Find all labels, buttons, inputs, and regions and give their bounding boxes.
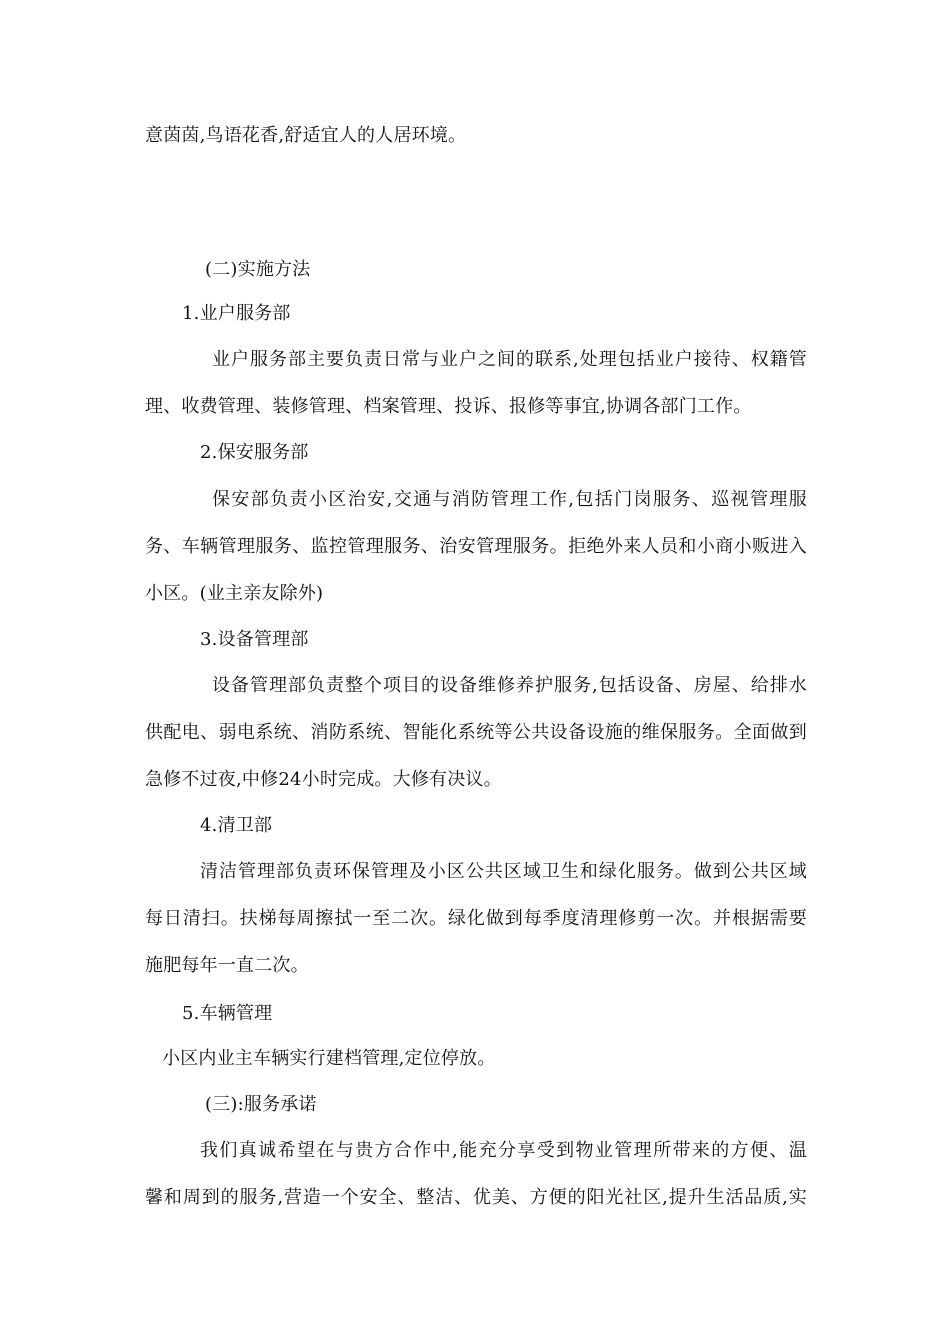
paragraph-line: 急修不过夜,中修24小时完成。大修有决议。 (145, 769, 502, 790)
paragraph-line: 清洁管理部负责环保管理及小区公共区域卫生和绿化服务。做到公共区域 (200, 861, 807, 882)
paragraph-line: 小区。(业主亲友除外) (145, 583, 324, 604)
subheading-owner-service: 1.业户服务部 (182, 303, 291, 324)
paragraph-line: 馨和周到的服务,营造一个安全、整洁、优美、方便的阳光社区,提升生活品质,实 (145, 1187, 807, 1208)
paragraph-line: 供配电、弱电系统、消防系统、智能化系统等公共设备设施的维保服务。全面做到 (145, 722, 807, 743)
paragraph-line-environment: 意茵茵,鸟语花香,舒适宜人的人居环境。 (145, 125, 467, 146)
paragraph-line: 理、收费管理、装修管理、档案管理、投诉、报修等事宜,协调各部门工作。 (145, 396, 752, 417)
paragraph-line: 施肥每年一直二次。 (145, 955, 309, 976)
paragraph-line: 务、车辆管理服务、监控管理服务、治安管理服务。拒绝外来人员和小商小贩进入 (145, 536, 807, 557)
section-heading-implementation: (二)实施方法 (205, 259, 311, 280)
paragraph-line: 小区内业主车辆实行建档管理,定位停放。 (162, 1048, 496, 1069)
paragraph-line: 保安部负责小区治安,交通与消防管理工作,包括门岗服务、巡视管理服 (212, 489, 807, 510)
paragraph-line: 业户服务部主要负责日常与业户之间的联系,处理包括业户接待、权籍管 (212, 349, 807, 370)
subheading-security-service: 2.保安服务部 (200, 442, 309, 463)
section-heading-service-commitment: (三):服务承诺 (205, 1094, 317, 1115)
paragraph-line: 设备管理部负责整个项目的设备维修养护服务,包括设备、房屋、给排水 (212, 675, 807, 696)
paragraph-line: 我们真诚希望在与贵方合作中,能充分享受到物业管理所带来的方便、温 (200, 1140, 807, 1161)
subheading-vehicle-management: 5.车辆管理 (182, 1003, 273, 1024)
paragraph-line: 每日清扫。扶梯每周擦拭一至二次。绿化做到每季度清理修剪一次。并根据需要 (145, 908, 807, 929)
subheading-cleaning: 4.清卫部 (200, 815, 273, 836)
subheading-equipment-management: 3.设备管理部 (200, 629, 309, 650)
